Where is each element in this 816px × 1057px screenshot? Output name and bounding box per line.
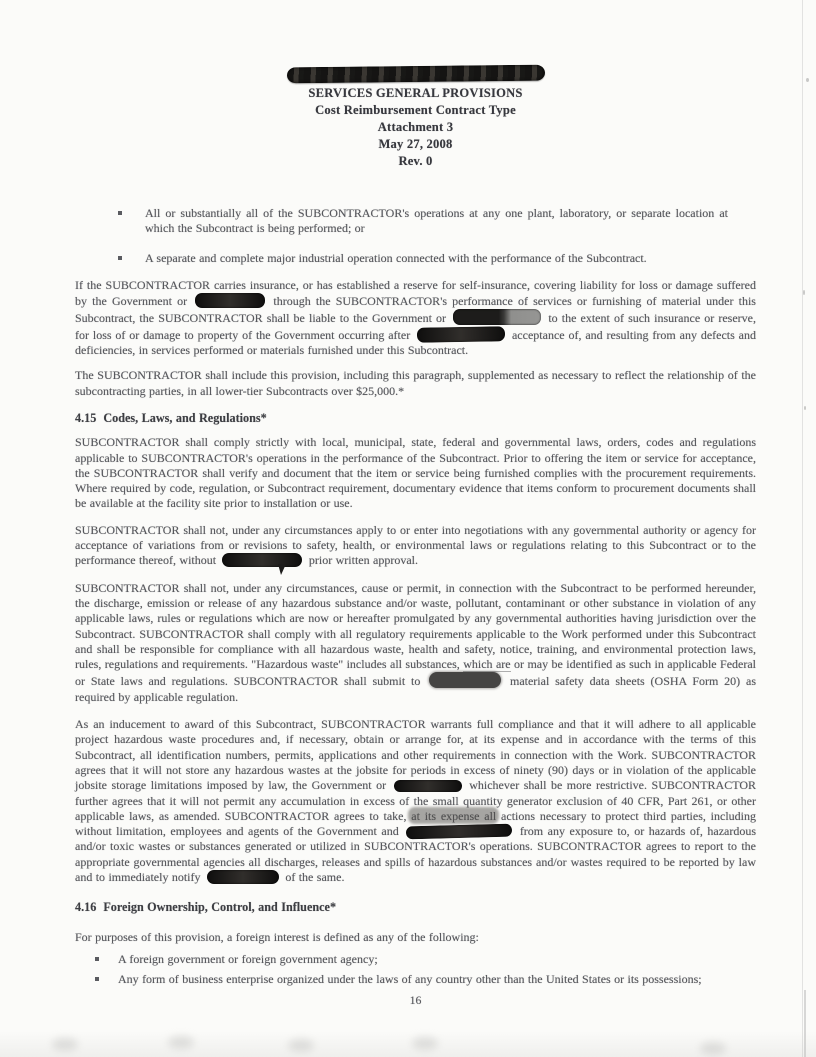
scan-speck	[804, 406, 806, 410]
document-date: May 27, 2008	[378, 137, 453, 151]
paragraph-foreign-interest: For purposes of this provision, a foreign interest is defined as any of the following:	[75, 929, 479, 944]
page-number: 16	[409, 993, 422, 1008]
redaction-mark	[394, 780, 462, 792]
section-heading-4-16	[75, 900, 756, 915]
bullet-icon	[118, 256, 122, 260]
paragraph-text-underlined: which are	[463, 657, 511, 672]
bullet-list-bottom	[75, 952, 756, 988]
redaction-mark	[453, 309, 541, 325]
paragraph-insurance	[75, 278, 756, 358]
paragraph-text: prior written approval.	[308, 553, 418, 568]
document-subtitle: Cost Reimbursement Contract Type	[315, 103, 516, 117]
bullet-text: A foreign government or foreign government agency;	[118, 951, 378, 966]
bullet-icon	[118, 211, 122, 215]
section-heading-4-15	[75, 411, 756, 426]
paragraph-text: whichever shall be more restrictive. SUBCONTRACTOR further agrees that it will not permit any accumulation in excess of the small quantity generator exclusion of 40 CFR, Part 261, or other applicable laws, as amended. SUBCONTRACTOR agrees to take,	[75, 778, 756, 823]
paragraph-text: actions necessary to protect third parties, including without limitation, employees and agents of the Government and	[75, 808, 756, 839]
paragraph-text: acceptance of, and resulting from any defects and deficiencies, in services performed or materials furnished under this Subcontract.	[75, 327, 757, 358]
bullet-text: A separate and complete major industrial operation connected with the performance of the Subcontract.	[145, 250, 647, 265]
redaction-mark	[417, 326, 505, 343]
paragraph-text: of the same.	[285, 869, 345, 884]
bullet-text: Any form of business enterprise organized under the laws of any country other than the United States or its possessions;	[118, 972, 702, 987]
section-number: 4.15	[75, 410, 97, 425]
document-header	[75, 66, 756, 170]
redaction-header-bar	[286, 65, 544, 84]
section-title: Codes, Laws, and Regulations*	[103, 410, 267, 425]
scan-bottom-shade	[0, 1031, 816, 1057]
scan-edge-line	[802, 0, 803, 1057]
list-item	[75, 206, 756, 237]
redaction-mark	[195, 293, 265, 308]
list-item	[75, 952, 756, 967]
paragraph-text: If the SUBCONTRACTOR carries insurance, or has established a reserve for self-insurance, covering liability for loss or damage suffered by the Government or	[75, 277, 756, 309]
paragraph-text: SUBCONTRACTOR shall not, under any circumstances, cause or permit, in connection with the Subcontract to be performed hereunder, the discharge, emission or release of any hazardous substance and/or waste, pollutant, contaminant or other substance in violation of any applicable laws, rules or regulations which are now or hereafter promulgated by any governmental authorities having jurisdiction over the Subcontract. SUBCONTRACTOR shall comply with all regulatory requirements applicable to the Work performed under this Subcontract and shall be responsible for compliance with all hazardous waste, health and safety, notice, training, and environmental protection laws, rules, regulations and requirements. "Hazardous waste" includes all substances,	[75, 580, 756, 672]
attachment-label: Attachment 3	[377, 120, 454, 134]
paragraph-text: SUBCONTRACTOR shall not, under any circumstances apply to or enter into negotiations with any governmental authority or agency for acceptance of variations from or revisions to safety, health, or environmental laws or regulations relating to this Subcontract or to the performance thereof, without	[75, 522, 756, 568]
section-title: Foreign Ownership, Control, and Influence*	[103, 900, 337, 915]
scan-speck	[806, 78, 809, 82]
paragraph-text: As an inducement to award of this Subcontract, SUBCONTRACTOR warrants full compliance and that it will adhere to all applicable project hazardous waste procedures and, if necessary, obtain or arrange for, at its expense and in accordance with the terms of this Subcontract, all identification numbers, permits, applications and other requirements in connection with the Work. SUBCONTRACTOR agrees that it will not store any hazardous wastes at the jobsite for periods in excess of ninety (90) days or in violation of the applicable jobsite storage limitations imposed by law, the Government or	[75, 717, 756, 793]
redaction-mark	[429, 672, 501, 688]
section-number: 4.16	[75, 900, 97, 915]
smudged-text: at its expense all	[411, 808, 497, 823]
document-title: SERVICES GENERAL PROVISIONS	[308, 86, 523, 100]
list-item	[75, 251, 756, 266]
revision-label: Rev. 0	[398, 154, 433, 168]
paragraph-text: or may be identified as such in applicable Federal or State laws and regulations. SUBCONTRACTOR shall submit to	[75, 657, 757, 689]
scan-speck	[803, 290, 805, 295]
document-page	[75, 0, 756, 1009]
paragraph-include-provision: The SUBCONTRACTOR shall include this provision, including this paragraph, supplemented as necessary to reflect the relationship of the subcontracting parties, in all lower-tier Subcontracts over $25,000.*	[75, 368, 756, 398]
paragraph-negotiations	[75, 523, 756, 569]
bullet-icon	[95, 977, 99, 981]
bullet-icon	[95, 957, 99, 961]
paragraph-text: through the SUBCONTRACTOR's performance of services or furnishing of material under this Subcontract, the SUBCONTRACTOR shall be liable to the Government or	[75, 294, 756, 326]
paragraph-text: material safety data sheets (OSHA Form 20) as required by applicable regulation.	[75, 674, 756, 704]
paragraph-inducement	[75, 717, 756, 885]
paragraph-text: to the extent of such insurance or reserve, for loss of or damage to property of the Government occurring after	[75, 311, 757, 342]
redaction-mark	[207, 870, 279, 884]
redaction-mark	[222, 553, 302, 567]
list-item	[75, 972, 756, 987]
redaction-mark	[406, 824, 512, 840]
paragraph-comply: SUBCONTRACTOR shall comply strictly with local, municipal, state, federal and governmental laws, orders, codes and regulations applicable to SUBCONTRACTOR's operations in the performance of the Subcontract. Prior to offering the item or service for acceptance, the SUBCONTRACTOR shall verify and document that the item or service being furnished complies with the procurement requirements. Where required by code, regulation, or Subcontract requirement, documentary evidence that items conform to procurement documents shall be available at the facility site prior to installation or use.	[75, 435, 756, 511]
bullet-text: All or substantially all of the SUBCONTRACTOR's operations at any one plant, laboratory, or separate location at which the Subcontract is being performed; or	[145, 206, 728, 236]
paragraph-discharge	[75, 581, 756, 705]
document-body	[75, 206, 756, 1009]
bullet-list-top	[75, 206, 756, 266]
paragraph-text: from any exposure to, or hazards of, hazardous and/or toxic wastes or substances generated or utilized in SUBCONTRACTOR's operations. SUBCONTRACTOR agrees to report to the appropriate governmental agencies all discharges, releases and spills of hazardous substances and/or wastes required to be reported by law and to immediately notify	[75, 824, 757, 884]
